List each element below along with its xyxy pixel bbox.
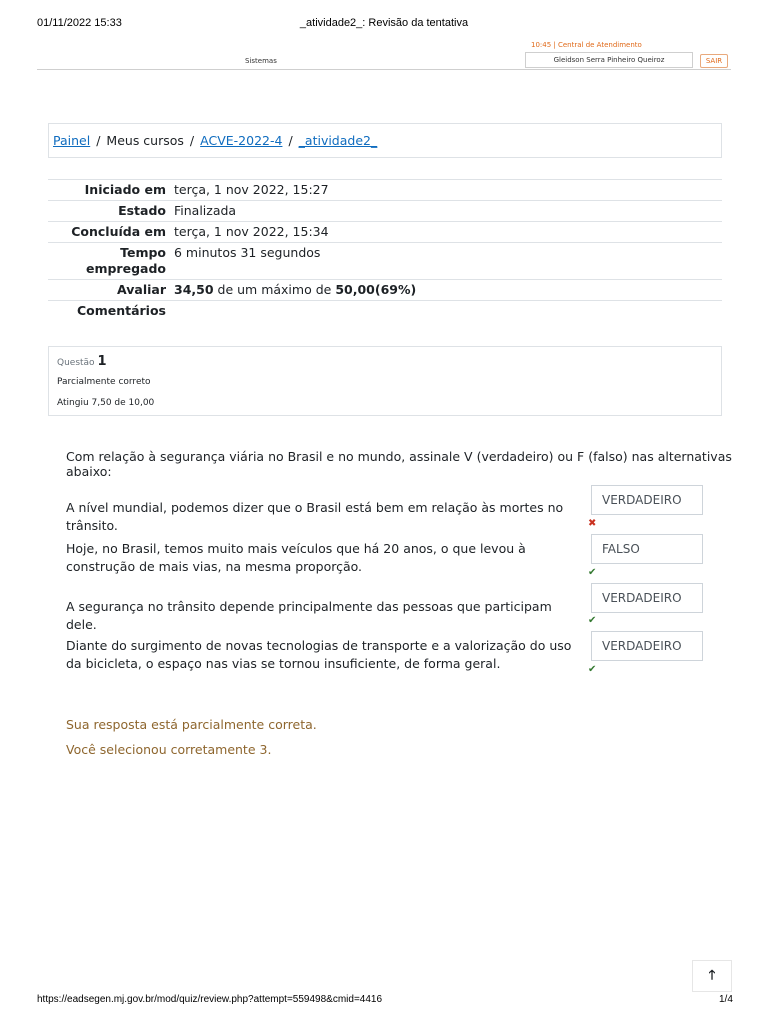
correct-icon: ✔ [588,615,597,626]
correct-icon: ✔ [588,567,597,578]
breadcrumb-activity[interactable]: _atividade2_ [298,133,378,148]
summary-row-time [48,243,722,280]
started-value: terça, 1 nov 2022, 15:27 [174,182,329,197]
breadcrumb-meus-cursos: Meus cursos [106,133,184,148]
scroll-to-top-button[interactable] [692,960,732,992]
breadcrumb-painel[interactable]: Painel [53,133,91,148]
feedback-partial: Sua resposta está parcialmente correta. [66,717,317,732]
question-state: Parcialmente correto [57,377,151,387]
comments-label: Comentários [76,303,166,318]
breadcrumb-separator: / [288,133,293,148]
summary-row-started [48,180,722,201]
question-number-value: 1 [97,354,107,369]
completed-value: terça, 1 nov 2022, 15:34 [174,224,329,239]
correct-icon: ✔ [588,664,597,675]
incorrect-icon: ✖ [588,518,597,529]
summary-row-grade [48,280,722,301]
statement-2: Hoje, no Brasil, temos muito mais veículos que há 20 anos, o que levou à construção de mais vias, na mesma proporção. [66,541,526,574]
comments-value [174,301,722,321]
breadcrumb-separator: / [96,133,101,148]
print-page-number: 1/4 [719,994,733,1005]
breadcrumb-separator: / [189,133,195,148]
question-number [57,354,107,369]
arrow-up-icon: 🡑 [708,968,716,983]
breadcrumb [48,123,722,158]
completed-label: Concluída em [71,224,166,239]
answer-select-3[interactable]: VERDADEIRO [591,583,703,613]
grade-value [174,280,722,300]
grade-percent: (69%) [374,282,417,297]
grade-max: 50,00 [335,282,375,297]
user-name-box: Gleidson Serra Pinheiro Queiroz [525,52,693,68]
time-label-line-1: Tempo [120,245,166,260]
state-value: Finalizada [174,203,237,218]
statement-4: Diante do surgimento de novas tecnologias de transporte e a valorização do uso da bicicleta, o espaço nas vias se tornou insuficiente, de forma geral. [66,638,572,671]
time-label [48,243,174,279]
question-label: Questão [57,358,95,368]
print-page-title: _atividade2_: Revisão da tentativa [299,17,469,29]
site-topbar [37,38,731,70]
time-value: 6 minutos 31 segundos [174,245,321,260]
feedback-count: Você selecionou corretamente 3. [66,742,272,757]
grade-label: Avaliar [117,282,166,297]
attempt-summary-table [48,179,722,321]
support-link[interactable]: 10:45 | Central de Atendimento [531,41,642,49]
state-label: Estado [118,203,166,218]
summary-row-state [48,201,722,222]
question-text: Com relação à segurança viária no Brasil e no mundo, assinale V (verdadeiro) ou F (falso) nas alternativas abaixo: [66,449,732,479]
started-label: Iniciado em [84,182,166,197]
grade-score: 34,50 [174,282,214,297]
answer-select-1[interactable]: VERDADEIRO [591,485,703,515]
question-info-box [48,346,722,416]
breadcrumb-course[interactable]: ACVE-2022-4 [200,133,283,148]
time-label-line-2: empregado [85,261,166,276]
answer-select-4[interactable]: VERDADEIRO [591,631,703,661]
summary-row-completed [48,222,722,243]
print-footer-url: https://eadsegen.mj.gov.br/mod/quiz/review.php?attempt=559498&cmid=4416 [37,994,383,1005]
statement-1: A nível mundial, podemos dizer que o Brasil está bem em relação às mortes no trânsito. [66,500,564,533]
summary-row-comments [48,301,722,321]
grade-middle-text: de um máximo de [217,282,332,297]
statement-3: A segurança no trânsito depende principalmente das pessoas que participam dele. [66,599,552,632]
print-datetime: 01/11/2022 15:33 [37,17,122,29]
logout-button[interactable]: SAIR [700,54,728,68]
question-grade: Atingiu 7,50 de 10,00 [57,398,155,408]
answer-select-2[interactable]: FALSO [591,534,703,564]
sistemas-menu[interactable]: Sistemas [245,57,277,65]
